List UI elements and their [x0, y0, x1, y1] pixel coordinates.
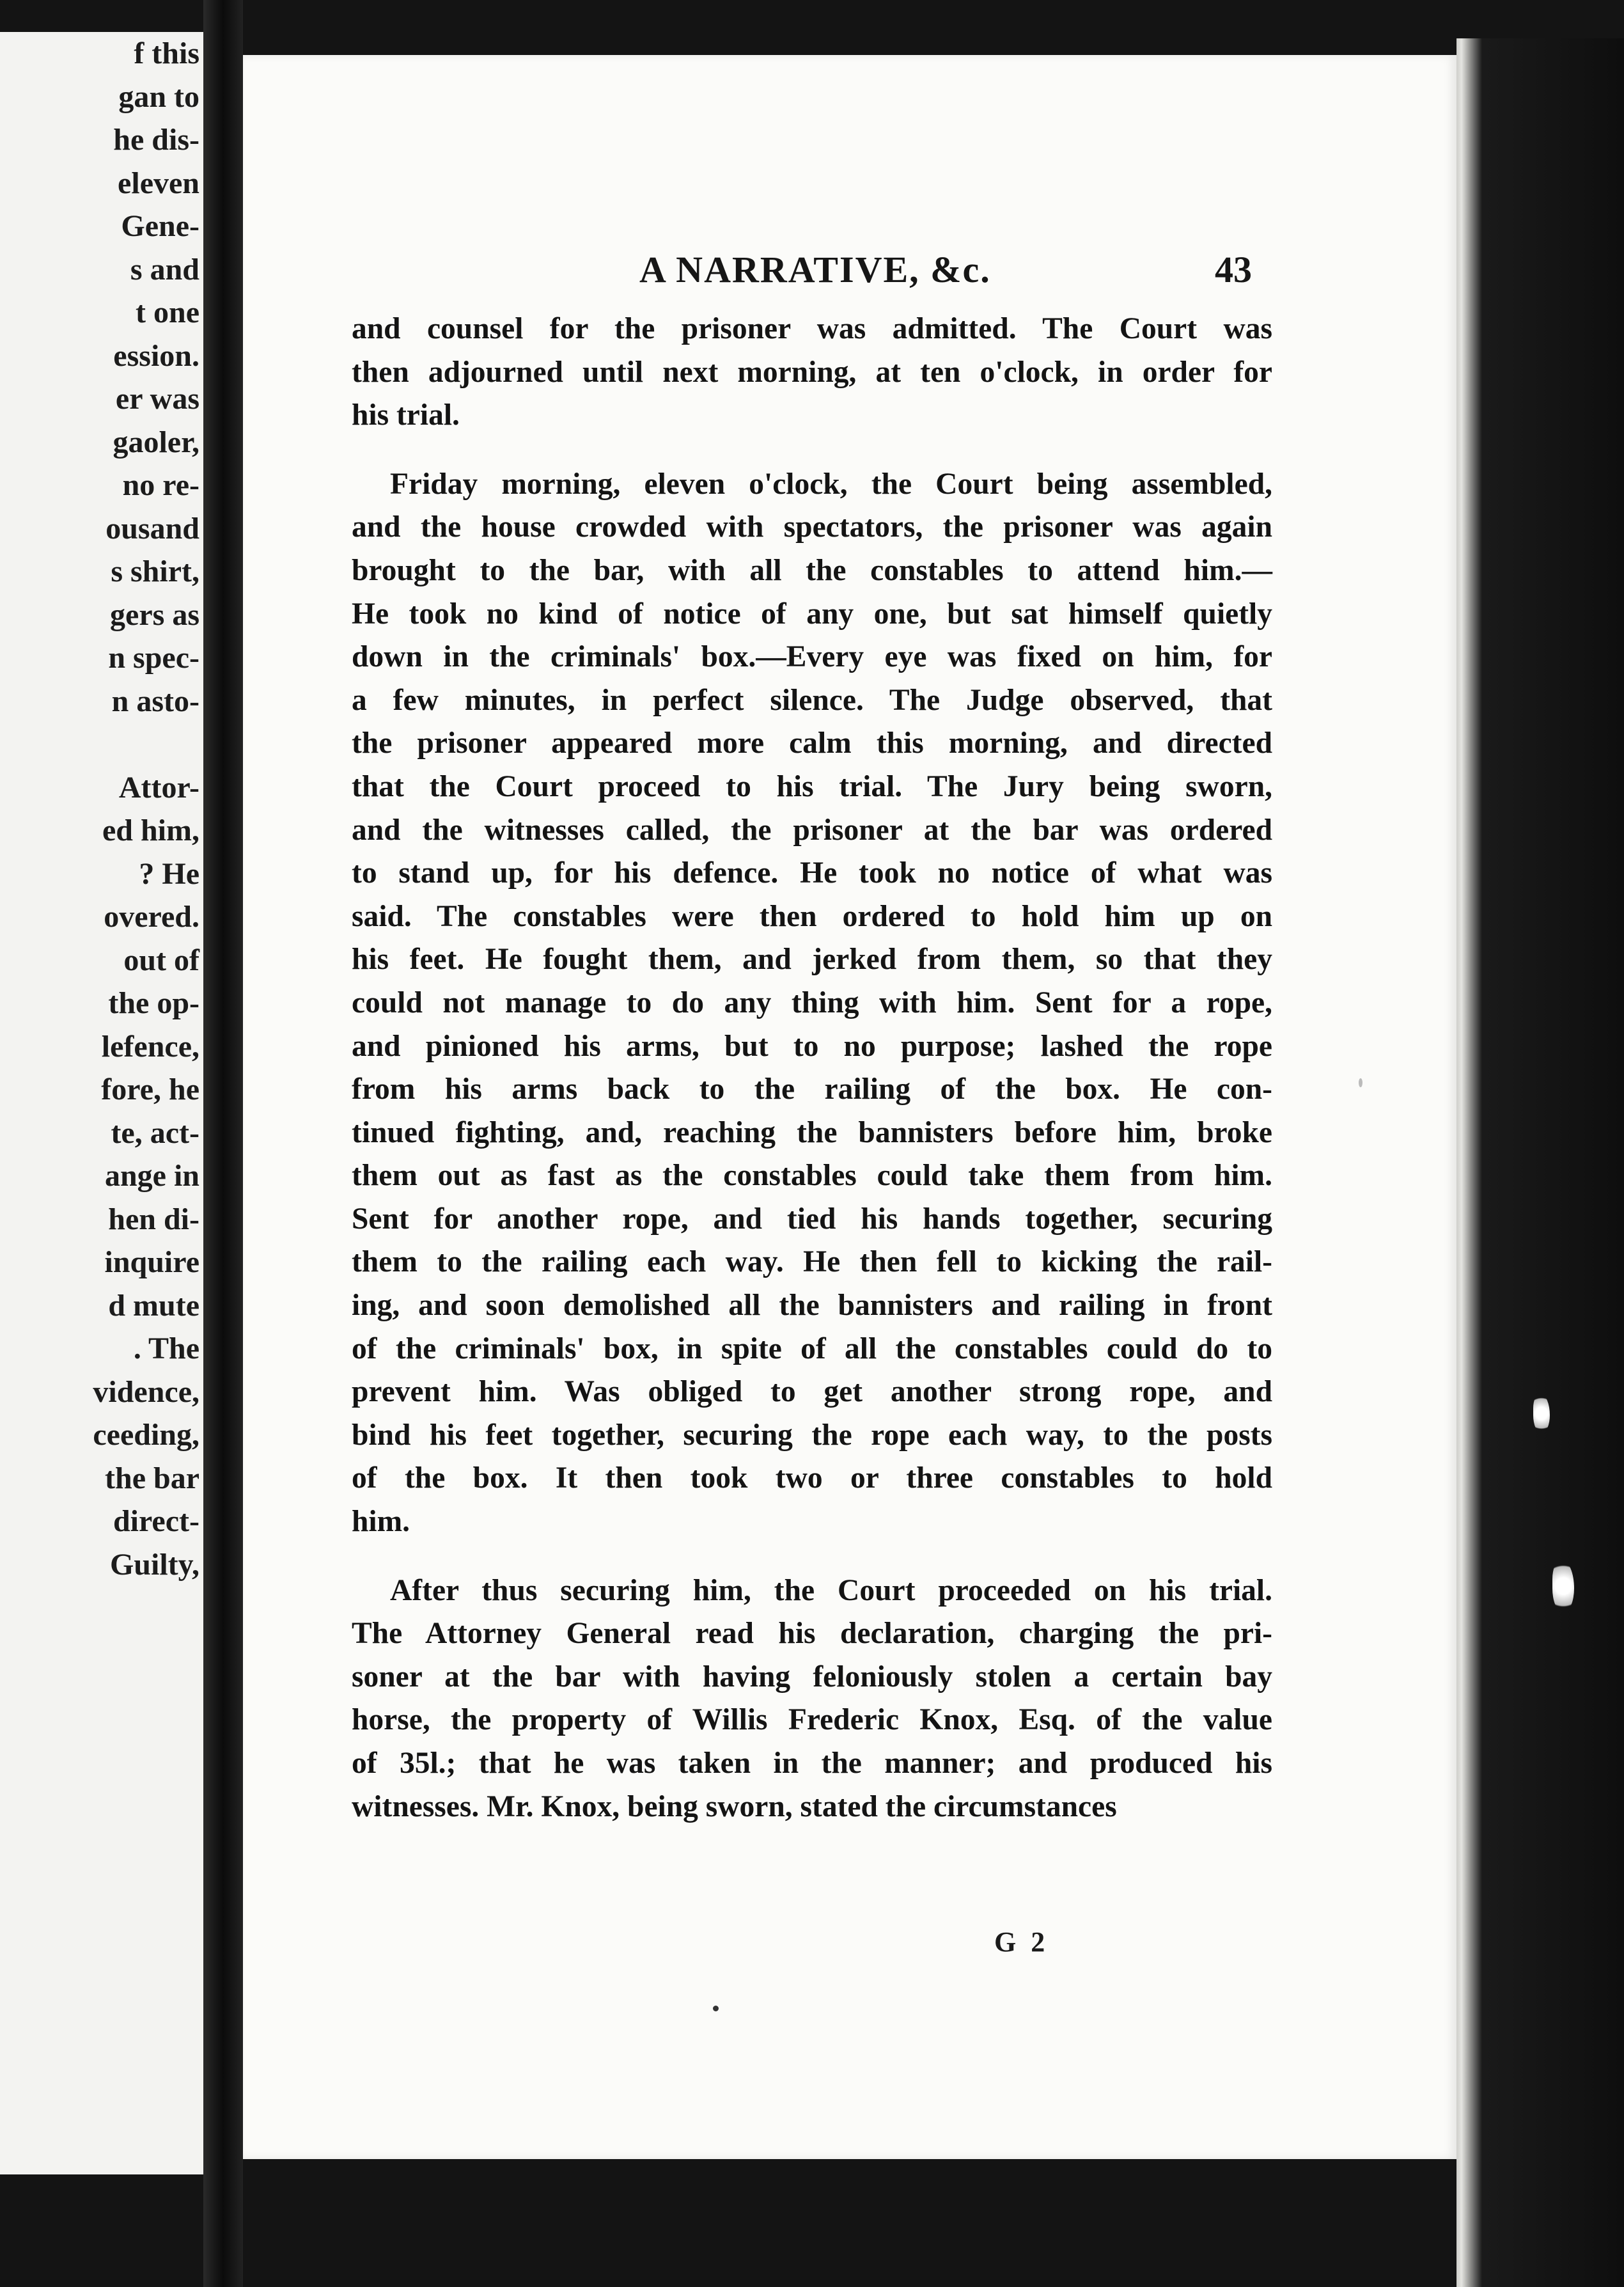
page-43 — [243, 55, 1456, 2159]
edge-blot — [1552, 1560, 1574, 1612]
facing-page-fragment: the bar — [105, 1461, 199, 1495]
facing-page-fragment: lefence, — [101, 1029, 199, 1064]
text-line: ing, and soon demolished all the bannisters and railing in front — [352, 1289, 1272, 1323]
book-gutter — [203, 0, 243, 2287]
facing-page-fragment: he dis- — [113, 123, 199, 157]
text-line: witnesses. Mr. Knox, being sworn, stated the circumstances — [352, 1789, 1117, 1823]
facing-page-fragment: gers as — [110, 597, 199, 632]
facing-page-fragment: Attor- — [118, 770, 199, 805]
facing-page-fragment: hen di- — [108, 1202, 199, 1236]
text-line: Friday morning, eleven o'clock, the Court being assembled, — [390, 467, 1272, 501]
text-line: prevent him. Was obliged to get another strong rope, and — [352, 1375, 1272, 1409]
facing-page-fragment: overed. — [104, 900, 199, 934]
signature-mark: G 2 — [994, 1926, 1049, 1958]
facing-page-fragment: d mute — [108, 1288, 199, 1323]
ink-speck — [713, 2006, 719, 2011]
text-line: horse, the property of Willis Frederic Knox, Esq. of the value — [352, 1703, 1272, 1737]
text-line: from his arms back to the railing of the box. He con- — [352, 1073, 1272, 1106]
facing-page-left — [0, 32, 203, 2174]
facing-page-fragment — [0, 723, 199, 766]
text-line: He took no kind of notice of any one, but sat himself quietly — [352, 597, 1272, 631]
facing-page-fragment: er was — [115, 382, 199, 416]
text-line: The Attorney General read his declaration, charging the pri- — [352, 1617, 1272, 1651]
facing-page-fragment: no re- — [122, 468, 199, 502]
text-line: his trial. — [352, 398, 460, 432]
text-line: them out as fast as the constables could take them from him. — [352, 1159, 1272, 1193]
running-head-title: A NARRATIVE, &c. — [639, 249, 991, 290]
paragraph — [352, 463, 1272, 1544]
facing-page-fragment: n asto- — [111, 684, 199, 718]
text-line: down in the criminals' box.—Every eye was fixed on him, for — [352, 640, 1272, 674]
facing-page-fragment: ceeding, — [93, 1418, 199, 1452]
text-line: and pinioned his arms, but to no purpose; lashed the rope — [352, 1029, 1272, 1063]
facing-page-fragment: te, act- — [111, 1115, 199, 1150]
facing-page-fragment: gaoler, — [113, 425, 199, 459]
facing-page-fragment: out of — [123, 943, 199, 977]
facing-page-fragment: eleven — [118, 166, 199, 200]
facing-page-fragment: gan to — [118, 79, 199, 114]
text-line: them to the railing each way. He then fell to kicking the rail- — [352, 1245, 1272, 1279]
text-line: of the criminals' box, in spite of all the constables could do to — [352, 1332, 1272, 1365]
text-line: of the box. It then took two or three constables to hold — [352, 1461, 1272, 1495]
text-line: brought to the bar, with all the constables to attend him.— — [352, 553, 1272, 587]
facing-page-fragment: vidence, — [93, 1374, 199, 1409]
facing-page-fragment: ange in — [104, 1159, 199, 1193]
text-line: the prisoner appeared more calm this morning, and directed — [352, 727, 1272, 760]
facing-page-fragment: s and — [130, 252, 199, 287]
body-text — [352, 308, 1272, 1828]
facing-page-fragment: s shirt, — [111, 554, 199, 588]
text-line: then adjourned until next morning, at ten o'clock, in order for — [352, 355, 1272, 389]
text-line: him. — [352, 1505, 410, 1539]
edge-blot — [1533, 1394, 1550, 1433]
text-line: a few minutes, in perfect silence. The Judge observed, that — [352, 683, 1272, 717]
text-line: to stand up, for his defence. He took no notice of what was — [352, 856, 1272, 890]
page-number: 43 — [1215, 249, 1252, 290]
paragraph — [352, 1569, 1272, 1829]
facing-page-fragment: inquire — [104, 1245, 199, 1279]
facing-page-fragment: ed him, — [102, 813, 199, 847]
text-line: Sent for another rope, and tied his hands together, securing — [352, 1202, 1272, 1236]
facing-page-fragment: ession. — [113, 338, 199, 373]
facing-page-text-fragments — [0, 32, 199, 1586]
facing-page-fragment: fore, he — [101, 1073, 199, 1106]
text-line: and the witnesses called, the prisoner at the bar was ordered — [352, 813, 1272, 847]
text-line: soner at the bar with having feloniously stolen a certain bay — [352, 1660, 1272, 1694]
text-line: of 35l.; that he was taken in the manner; and produced his — [352, 1747, 1272, 1780]
text-line: and the house crowded with spectators, the prisoner was again — [352, 510, 1272, 544]
facing-page-fragment: Gene- — [121, 209, 199, 243]
text-line: could not manage to do any thing with him. Sent for a rope, — [352, 986, 1272, 1019]
text-line: his feet. He fought them, and jerked from them, so that they — [352, 943, 1272, 977]
facing-page-fragment: t one — [136, 295, 199, 329]
text-line: that the Court proceed to his trial. The Jury being sworn, — [352, 769, 1272, 803]
page-fore-edge — [1456, 38, 1624, 2287]
facing-page-fragment: . The — [133, 1332, 199, 1365]
text-line: said. The constables were then ordered to hold him up on — [352, 899, 1272, 933]
paragraph — [352, 308, 1272, 437]
ink-speck — [1359, 1078, 1362, 1087]
text-line: bind his feet together, securing the rope each way, to the posts — [352, 1418, 1272, 1452]
running-head — [243, 248, 1456, 299]
facing-page-fragment: n spec- — [108, 641, 199, 675]
text-line: and counsel for the prisoner was admitted. The Court was — [352, 312, 1272, 345]
text-line: tinued fighting, and, reaching the bannisters before him, broke — [352, 1115, 1272, 1149]
facing-page-fragment: the op- — [108, 986, 199, 1020]
facing-page-fragment: f this — [134, 36, 199, 70]
facing-page-fragment: direct- — [113, 1504, 199, 1538]
facing-page-fragment: Guilty, — [109, 1547, 199, 1582]
facing-page-fragment: ? He — [139, 856, 199, 891]
facing-page-fragment: ousand — [105, 511, 199, 546]
text-line: After thus securing him, the Court proceeded on his trial. — [390, 1573, 1272, 1607]
